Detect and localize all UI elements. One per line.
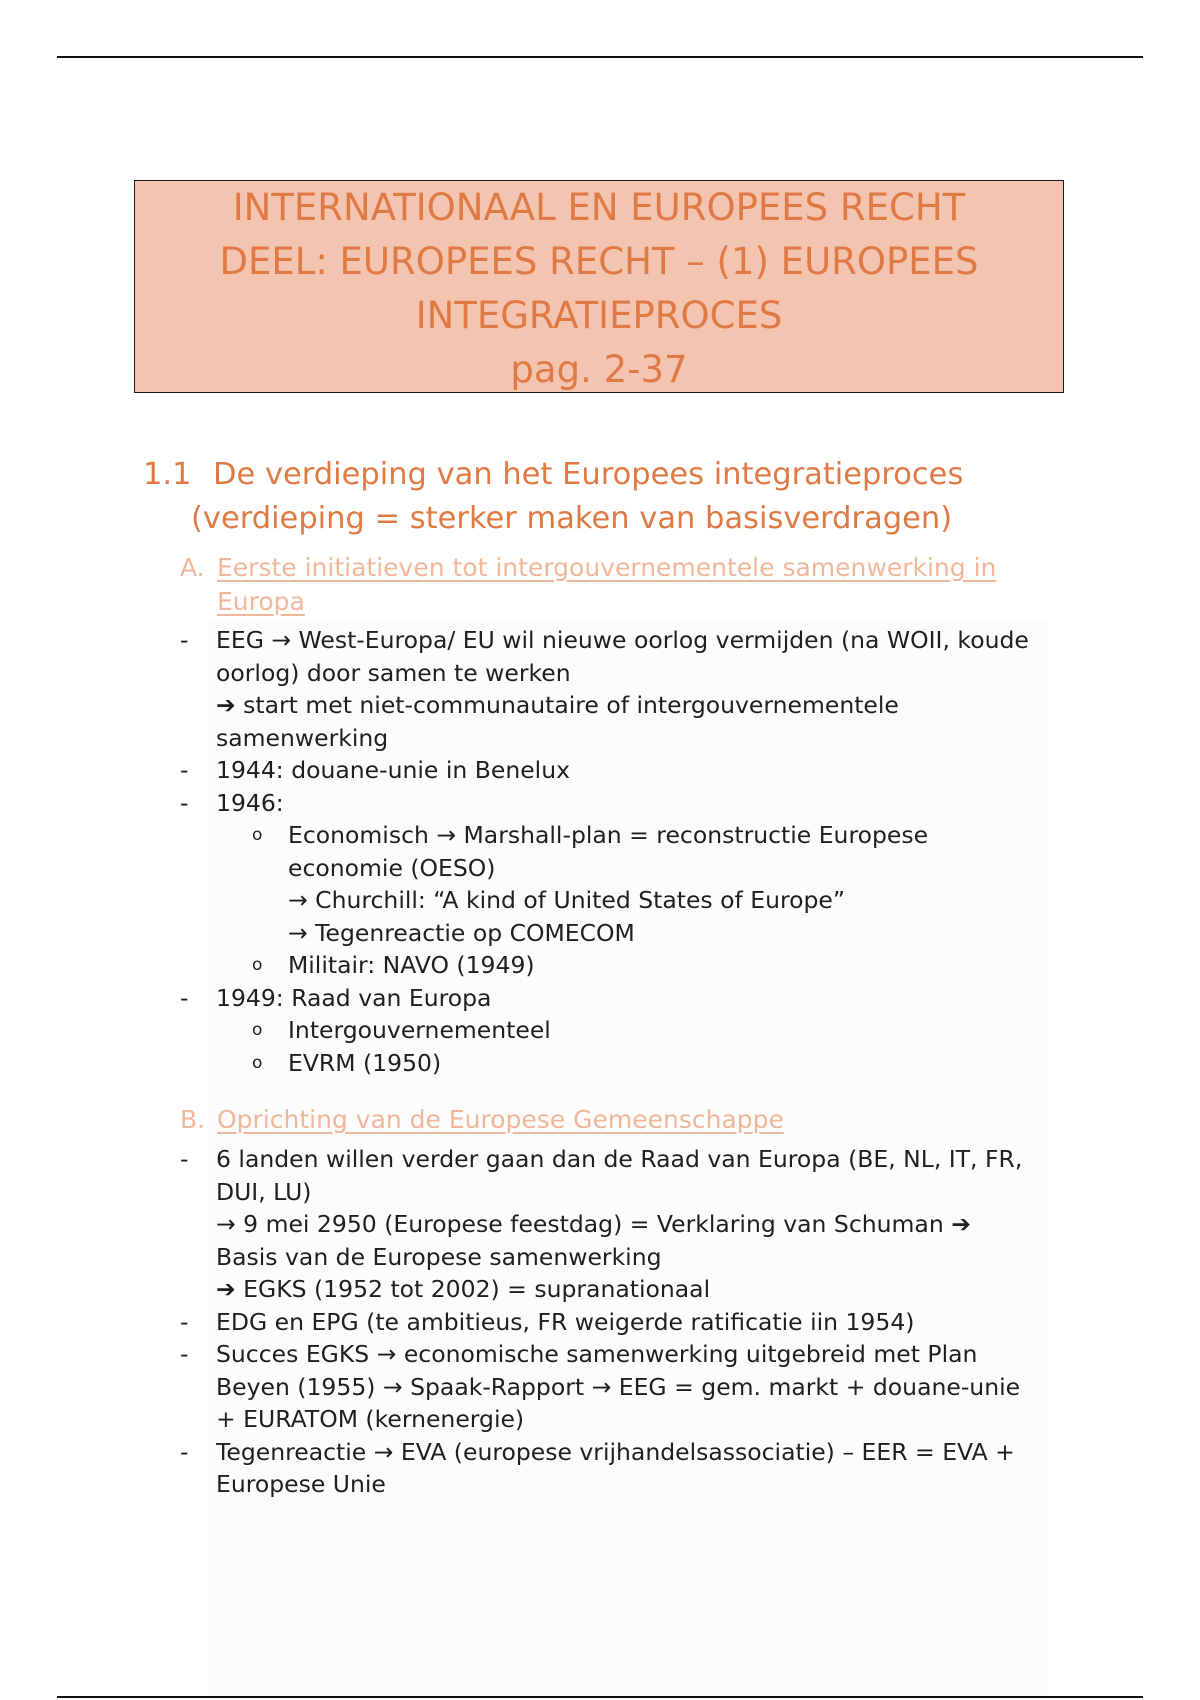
item-text: Intergouvernementeel — [288, 1016, 551, 1044]
item-text: Basis van de Europese samenwerking — [216, 1242, 662, 1271]
subheading-b — [180, 1103, 1080, 1137]
dash-marker: - — [180, 983, 189, 1012]
title-pages: pag. 2-37 — [510, 348, 688, 391]
item-text: → Churchill: “A kind of United States of Europe” — [288, 886, 846, 914]
item-text: samenwerking — [216, 723, 389, 752]
title-line-2: DEEL: EUROPEES RECHT – (1) EUROPEES — [219, 240, 979, 283]
item-text: EVRM (1950) — [288, 1048, 442, 1077]
item-text: 6 landen willen verder gaan dan de Raad van Europa (BE, NL, IT, FR, — [216, 1145, 1023, 1173]
item-text: Beyen (1955) → Spaak-Rapport → EEG = gem. markt + douane-unie — [216, 1372, 1021, 1401]
subheading-title: Oprichting van de Europese Gemeenschappe — [217, 1105, 784, 1134]
title-box — [134, 180, 1064, 393]
item-text: + EURATOM (kernenergie) — [216, 1405, 525, 1433]
section-title: De verdieping van het Europees integratieproces — [213, 457, 964, 492]
sub-list-item — [180, 1047, 1080, 1080]
dash-marker: - — [180, 756, 189, 784]
dash-marker: - — [180, 626, 189, 654]
subheading-letter: B. — [180, 1105, 206, 1134]
section-heading — [143, 453, 1103, 541]
item-text: ➔ start met niet-communautaire of intergouvernementele — [216, 691, 899, 719]
circle-bullet-icon: o — [252, 1020, 263, 1040]
section-number: 1.1 — [143, 457, 192, 492]
item-text: Tegenreactie → EVA (europese vrijhandelsassociatie) – EER = EVA + — [216, 1437, 1015, 1466]
sub-list-item — [180, 1014, 1080, 1047]
dash-marker: - — [180, 1340, 189, 1368]
sub-list-item — [180, 949, 1080, 982]
subheading-title: Eerste initiatieven tot intergouvernementele samenwerking in Europa — [217, 553, 997, 616]
circle-bullet-icon: o — [252, 955, 263, 975]
dash-marker: - — [180, 1307, 189, 1336]
item-text: EDG en EPG (te ambitieus, FR weigerde ratificatie iin 1954) — [216, 1307, 915, 1336]
list-item — [180, 1143, 1080, 1306]
list-item — [180, 1338, 1080, 1436]
circle-bullet-icon: o — [252, 825, 263, 845]
subheading-a — [180, 551, 1080, 619]
item-text: Succes EGKS → economische samenwerking uitgebreid met Plan — [216, 1340, 978, 1368]
dash-marker: - — [180, 788, 189, 817]
item-text: Europese Unie — [216, 1470, 386, 1498]
item-text: Militair: NAVO (1949) — [288, 951, 535, 979]
list-b — [180, 1143, 1080, 1501]
footer-rule — [57, 1696, 1143, 1698]
item-text: → Tegenreactie op COMECOM — [288, 918, 635, 947]
item-text: ➔ EGKS (1952 tot 2002) = supranationaal — [216, 1275, 711, 1303]
list-a — [180, 624, 1080, 1079]
circle-bullet-icon: o — [252, 1052, 263, 1073]
section-subtitle: (verdieping = sterker maken van basisverdragen) — [191, 501, 953, 536]
sub-list-item — [180, 819, 1080, 949]
list-item — [180, 982, 1080, 1015]
list-item — [180, 1436, 1080, 1501]
item-text: oorlog) door samen te werken — [216, 658, 571, 687]
item-text: Economisch → Marshall-plan = reconstructie Europese — [288, 821, 929, 849]
list-item — [180, 787, 1080, 820]
list-item — [180, 1306, 1080, 1339]
list-item — [180, 624, 1080, 754]
list-item — [180, 754, 1080, 787]
dash-marker: - — [180, 1145, 189, 1173]
item-text: economie (OESO) — [288, 853, 496, 882]
header-rule — [57, 56, 1143, 58]
item-text: → 9 mei 2950 (Europese feestdag) = Verklaring van Schuman ➔ — [216, 1210, 971, 1238]
title-line-3: INTEGRATIEPROCES — [415, 294, 783, 337]
dash-marker: - — [180, 1437, 189, 1466]
item-text: EEG → West-Europa/ EU wil nieuwe oorlog vermijden (na WOII, koude — [216, 626, 1029, 654]
subheading-letter: A. — [180, 553, 205, 582]
item-text: 1946: — [216, 788, 284, 817]
item-text: DUI, LU) — [216, 1177, 312, 1206]
title-line-1: INTERNATIONAAL EN EUROPEES RECHT — [232, 186, 966, 229]
item-text: 1944: douane-unie in Benelux — [216, 756, 571, 784]
item-text: 1949: Raad van Europa — [216, 983, 492, 1012]
